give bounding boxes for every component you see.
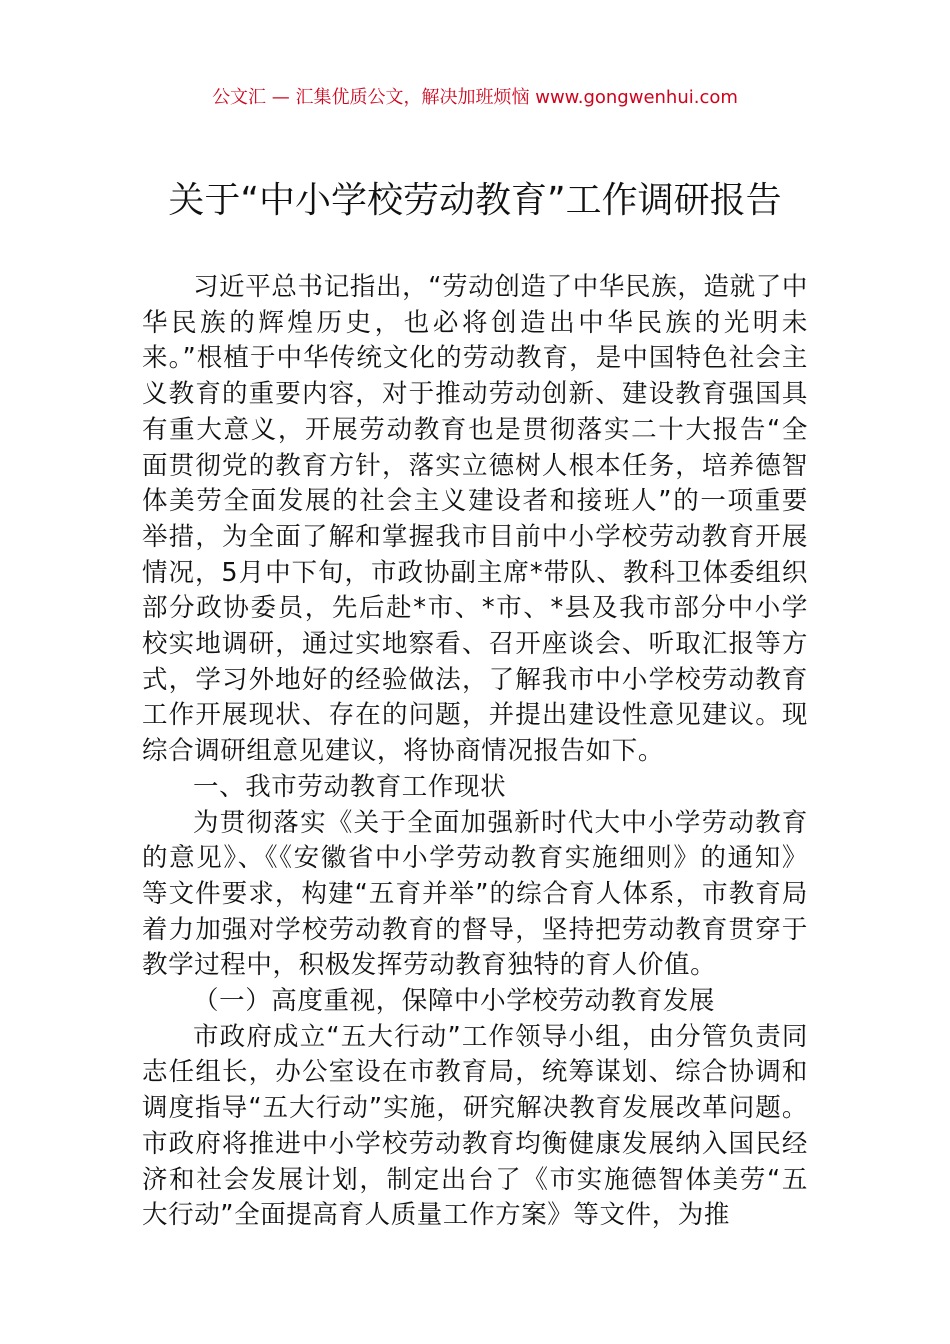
section-heading-1: 一、我市劳动教育工作现状 — [193, 771, 507, 802]
paragraph-intro: 习近平总书记指出，“劳动创造了中华民族，造就了中华民族的辉煌历史，也必将创造出中华民族的光明未来。”根植于中华传统文化的劳动教育，是中国特色社会主义教育的重要内容，对于推动劳动创新、建设教育强国具有重大意义，开展劳动教育也是贯彻落实二十大报告“全面贯彻党的教育方针，落实立德树人根本任务，培养德智体美劳全面发展的社会主义建设者和接班人”的一项重要举措，为全面了解和掌握我市目前中小学校劳动教育开展情况，5月中下旬，市政协副主席*带队、教科卫体委组织部分政协委员，先后赴*市、*市、*县及我市部分中小学校实地调研，通过实地察看、召开座谈会、听取汇报等方式，学习外地好的经验做法，了解我市中小学校劳动教育工作开展现状、存在的问题，并提出建设性意见建议。现综合调研组意见建议，将协商情况报告如下。 — [142, 272, 808, 767]
paragraph-section-1: 为贯彻落实《关于全面加强新时代大中小学劳动教育的意见》、《《安徽省中小学劳动教育实施细则》的通知》等文件要求，构建“五育并举”的综合育人体系，市教育局着力加强对学校劳动教育的督导，坚持把劳动教育贯穿于教学过程中，积极发挥劳动教育独特的育人价值。 — [142, 807, 808, 981]
subsection-heading-1: （一）高度重视，保障中小学校劳动教育发展 — [193, 986, 716, 1017]
document-title: 关于“中小学校劳动教育”工作调研报告 — [168, 180, 782, 221]
paragraph-subsection-1: 市政府成立“五大行动”工作领导小组，由分管负责同志任组长，办公室设在市教育局，统筹谋划、综合协调和调度指导“五大行动”实施，研究解决教育发展改革问题。市政府将推进中小学校劳动教育均衡健康发展纳入国民经济和社会发展计划，制定出台了《市实施德智体美劳“五大行动”全面提高育人质量工作方案》等文件，为推 — [142, 1021, 808, 1231]
document-body — [142, 270, 808, 1234]
header-banner: 公文汇 — 汇集优质公文，解决加班烦恼 www.gongwenhui.com — [212, 87, 738, 108]
